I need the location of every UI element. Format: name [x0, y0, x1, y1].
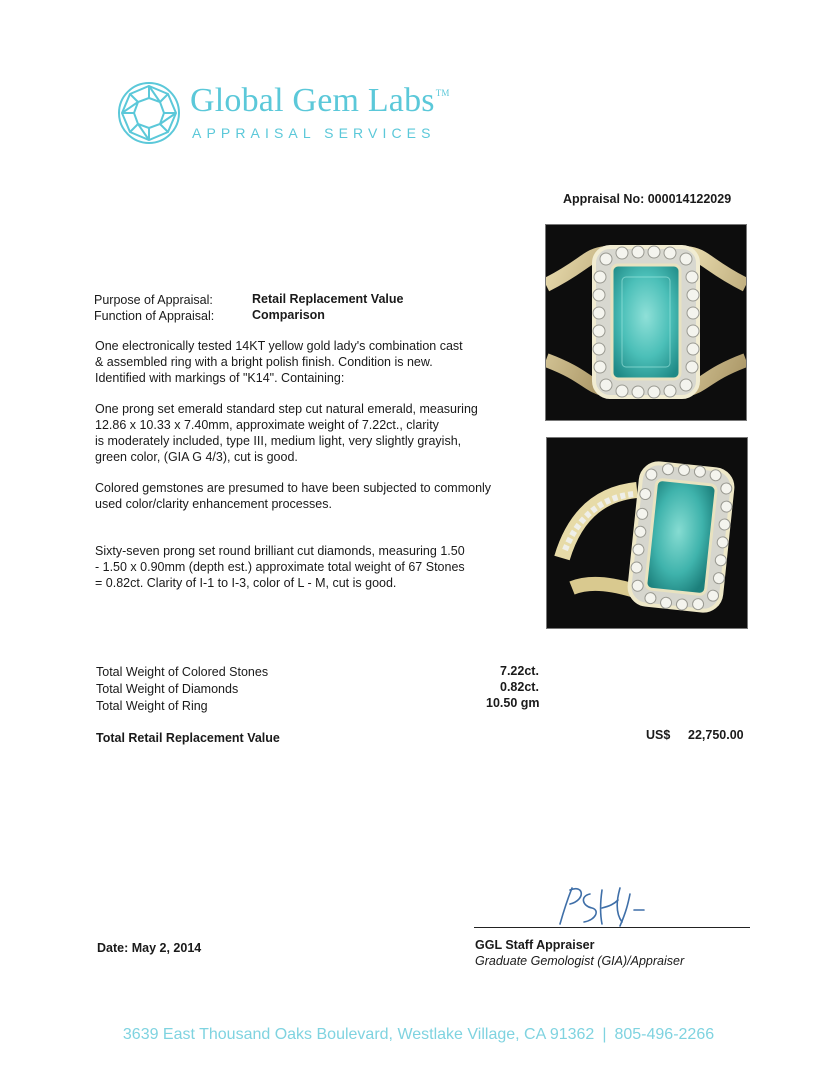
footer-phone: 805-496-2266: [614, 1026, 715, 1043]
appraisal-number: Appraisal No: 000014122029: [563, 192, 732, 206]
diamonds-line: Sixty-seven prong set round brilliant cut diamonds, measuring 1.50: [95, 544, 465, 558]
emerald-line: One prong set emerald standard step cut natural emerald, measuring: [95, 402, 478, 416]
function-value: Comparison: [252, 308, 325, 322]
signer-title: GGL Staff Appraiser: [475, 938, 595, 952]
total-ring-weight-value: 10.50 gm: [486, 696, 540, 710]
purpose-value: Retail Replacement Value: [252, 292, 404, 306]
brand-subtitle: APPRAISAL SERVICES: [192, 125, 436, 141]
ring-photo-side-view: [546, 437, 748, 629]
treatment-note: [95, 480, 491, 512]
signer-credential: Graduate Gemologist (GIA)/Appraiser: [475, 954, 685, 968]
footer-contact: [0, 1026, 837, 1044]
total-diamonds-value: 0.82ct.: [500, 680, 539, 694]
gem-logo-icon: [116, 80, 182, 146]
trademark-mark: TM: [435, 88, 450, 98]
currency-label: US$: [646, 728, 671, 742]
description-line: One electronically tested 14KT yellow gold lady's combination cast: [95, 339, 463, 353]
retail-value-amount: 22,750.00: [688, 728, 744, 742]
total-colored-stones-value: 7.22ct.: [500, 664, 539, 678]
footer-address: 3639 East Thousand Oaks Boulevard, Westlake Village, CA 91362: [122, 1026, 595, 1043]
retail-value-label: Total Retail Replacement Value: [96, 731, 280, 745]
brand-name: [190, 82, 450, 120]
ring-photo-top-view: [545, 224, 747, 421]
signature-line: [474, 927, 750, 928]
diamonds-description: [95, 543, 465, 591]
total-ring-weight-label: Total Weight of Ring: [96, 699, 208, 713]
description-line: & assembled ring with a bright polish finish. Condition is new.: [95, 355, 433, 369]
total-diamonds-label: Total Weight of Diamonds: [96, 682, 239, 696]
signature-image: [540, 880, 660, 930]
function-label: Function of Appraisal:: [94, 309, 215, 323]
emerald-description: [95, 401, 478, 465]
appraisal-date: Date: May 2, 2014: [97, 941, 202, 955]
diamonds-line: - 1.50 x 0.90mm (depth est.) approximate total weight of 67 Stones: [95, 560, 465, 574]
footer-separator: |: [602, 1026, 607, 1043]
ring-description: [95, 338, 463, 386]
total-colored-stones-label: Total Weight of Colored Stones: [96, 665, 269, 679]
purpose-label: Purpose of Appraisal:: [94, 293, 213, 307]
brand-name-text: Global Gem Labs: [190, 82, 435, 119]
emerald-line: is moderately included, type III, medium light, very slightly grayish,: [95, 434, 462, 448]
emerald-line: 12.86 x 10.33 x 7.40mm, approximate weight of 7.22ct., clarity: [95, 418, 439, 432]
treatment-line: used color/clarity enhancement processes.: [95, 497, 332, 511]
diamonds-line: = 0.82ct. Clarity of I-1 to I-3, color of L - M, cut is good.: [95, 576, 397, 590]
emerald-line: green color, (GIA G 4/3), cut is good.: [95, 450, 298, 464]
description-line: Identified with markings of "K14". Containing:: [95, 371, 345, 385]
treatment-line: Colored gemstones are presumed to have been subjected to commonly: [95, 481, 492, 495]
